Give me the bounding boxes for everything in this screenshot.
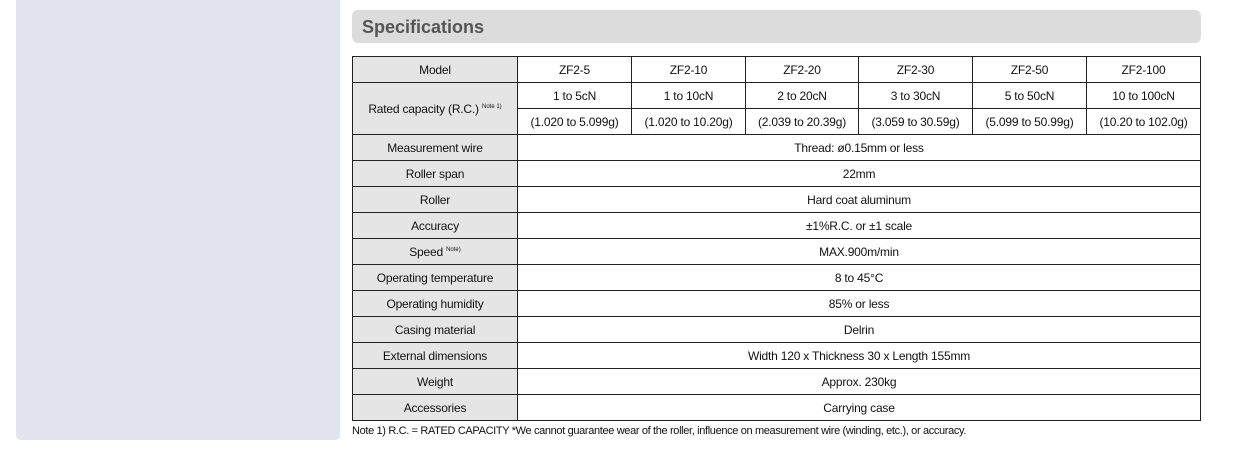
row-label: Weight	[353, 369, 518, 395]
section-title: Specifications	[362, 17, 485, 37]
table-row-operating-humidity	[353, 291, 1201, 317]
row-label: Accessories	[353, 395, 518, 421]
model-cell: ZF2-10	[632, 57, 746, 83]
table-row-casing-material	[353, 317, 1201, 343]
row-value: Width 120 x Thickness 30 x Length 155mm	[518, 343, 1201, 369]
capacity-cn-cell: 2 to 20cN	[746, 83, 859, 109]
row-value: 22mm	[518, 161, 1201, 187]
capacity-cn-cell: 1 to 5cN	[518, 83, 632, 109]
capacity-cn-cell: 3 to 30cN	[859, 83, 973, 109]
row-value: Delrin	[518, 317, 1201, 343]
table-row-roller-span	[353, 161, 1201, 187]
table-row-model	[353, 57, 1201, 83]
row-value: Hard coat aluminum	[518, 187, 1201, 213]
model-cell: ZF2-100	[1087, 57, 1201, 83]
capacity-g-cell: (2.039 to 20.39g)	[746, 109, 859, 135]
model-cell: ZF2-50	[973, 57, 1087, 83]
row-label: Operating humidity	[353, 291, 518, 317]
row-label: Roller span	[353, 161, 518, 187]
table-row-measurement-wire	[353, 135, 1201, 161]
model-cell: ZF2-30	[859, 57, 973, 83]
row-value: Carrying case	[518, 395, 1201, 421]
row-value: 8 to 45°C	[518, 265, 1201, 291]
row-label-model: Model	[353, 57, 518, 83]
row-label: Measurement wire	[353, 135, 518, 161]
capacity-g-cell: (1.020 to 10.20g)	[632, 109, 746, 135]
capacity-cn-cell: 10 to 100cN	[1087, 83, 1201, 109]
table-row-operating-temperature	[353, 265, 1201, 291]
capacity-g-cell: (1.020 to 5.099g)	[518, 109, 632, 135]
capacity-g-cell: (10.20 to 102.0g)	[1087, 109, 1201, 135]
section-heading-bar	[352, 10, 1201, 43]
row-value: 85% or less	[518, 291, 1201, 317]
row-label	[353, 239, 518, 265]
model-cell: ZF2-5	[518, 57, 632, 83]
table-row-speed	[353, 239, 1201, 265]
capacity-note-marker: Note 1)	[481, 103, 502, 110]
table-row-accessories	[353, 395, 1201, 421]
speed-note-marker: Note)	[446, 246, 461, 253]
row-label: Roller	[353, 187, 518, 213]
capacity-g-cell: (3.059 to 30.59g)	[859, 109, 973, 135]
row-label: Casing material	[353, 317, 518, 343]
row-label: Accuracy	[353, 213, 518, 239]
footnote: Note 1) R.C. = RATED CAPACITY *We cannot guarantee wear of the roller, influence on measurement wire (winding, etc.), or accuracy.	[352, 425, 967, 437]
row-value: MAX.900m/min	[518, 239, 1201, 265]
rated-capacity-label-text: Rated capacity (R.C.)	[368, 101, 479, 116]
table-row-roller	[353, 187, 1201, 213]
table-row-weight	[353, 369, 1201, 395]
capacity-cn-cell: 5 to 50cN	[973, 83, 1087, 109]
row-value: ±1%R.C. or ±1 scale	[518, 213, 1201, 239]
row-value: Approx. 230kg	[518, 369, 1201, 395]
row-label-rated-capacity	[353, 83, 518, 135]
capacity-cn-cell: 1 to 10cN	[632, 83, 746, 109]
specifications-table	[352, 56, 1201, 421]
speed-label-text: Speed	[409, 244, 443, 259]
sidebar-panel	[16, 0, 340, 440]
capacity-g-cell: (5.099 to 50.99g)	[973, 109, 1087, 135]
row-label: Operating temperature	[353, 265, 518, 291]
model-cell: ZF2-20	[746, 57, 859, 83]
table-row-capacity-cn	[353, 83, 1201, 109]
row-label: External dimensions	[353, 343, 518, 369]
row-value: Thread: ø0.15mm or less	[518, 135, 1201, 161]
table-row-external-dimensions	[353, 343, 1201, 369]
table-row-accuracy	[353, 213, 1201, 239]
